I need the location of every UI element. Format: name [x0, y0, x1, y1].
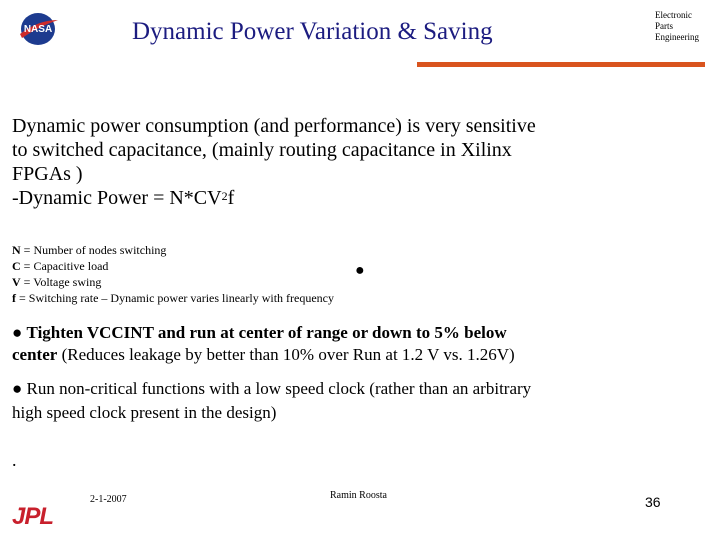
- definition-key: N: [12, 243, 21, 257]
- bullet-point-clock: [12, 377, 652, 425]
- definition-item: [12, 242, 432, 258]
- dept-line-1: Electronic: [655, 10, 692, 20]
- jpl-logo-text: JPL: [12, 503, 54, 527]
- intro-paragraph: [12, 114, 652, 210]
- bullet1-bold-2: center: [12, 345, 58, 364]
- nasa-logo-text: NASA: [23, 24, 53, 35]
- bullet-symbol: ●: [12, 379, 23, 398]
- power-formula: [12, 186, 652, 210]
- footer-date: 2-1-2007: [90, 494, 127, 505]
- variable-definitions: [12, 242, 432, 306]
- dept-line-3: Engineering: [655, 32, 699, 42]
- definition-item: [12, 258, 432, 274]
- intro-line-3: FPGAs ): [12, 163, 83, 185]
- nasa-logo: [16, 10, 60, 48]
- dept-line-2: Parts: [655, 21, 673, 31]
- trailing-dot: .: [12, 450, 17, 470]
- bullet2-line-1: [12, 377, 652, 401]
- definition-key: C: [12, 259, 21, 273]
- formula-suffix: f: [227, 187, 235, 209]
- bullet-point-vccint: [12, 322, 652, 366]
- bullet1-line-1: [12, 322, 652, 344]
- definition-text: = Capacitive load: [20, 259, 109, 273]
- bullet2-text-2: high speed clock present in the design): [12, 403, 277, 422]
- bullet1-rest: (Reduces leakage by better than 10% over Run at 1.2 V vs. 1.26V): [57, 345, 515, 364]
- footer-author: Ramin Roosta: [330, 490, 387, 501]
- bullet-symbol: ●: [12, 323, 23, 342]
- intro-line-2: to switched capacitance, (mainly routing capacitance in Xilinx: [12, 139, 512, 161]
- bullet1-line-2: [12, 344, 652, 366]
- jpl-logo: [12, 501, 60, 527]
- stray-bullet: ●: [355, 262, 365, 279]
- header-rule: [417, 62, 705, 67]
- definition-text: = Switching rate – Dynamic power varies linearly with frequency: [16, 291, 334, 305]
- bullet2-text-1: Run non-critical functions with a low speed clock (rather than an arbitrary: [22, 379, 532, 398]
- intro-line-1: Dynamic power consumption (and performance) is very sensitive: [12, 115, 536, 137]
- definition-text: = Voltage swing: [20, 275, 102, 289]
- definition-item: [12, 290, 432, 306]
- definition-item: [12, 274, 432, 290]
- definition-text: = Number of nodes switching: [20, 243, 167, 257]
- page-number: 36: [645, 494, 661, 510]
- formula-exponent: 2: [221, 189, 228, 203]
- formula-prefix: -Dynamic Power = N*CV: [12, 187, 222, 209]
- definition-key: V: [12, 275, 21, 289]
- page-title: Dynamic Power Variation & Saving: [132, 18, 493, 45]
- department-label: [655, 10, 715, 43]
- definition-key: f: [12, 291, 16, 305]
- bullet1-bold-1: Tighten VCCINT and run at center of range or down to 5% below: [26, 323, 507, 342]
